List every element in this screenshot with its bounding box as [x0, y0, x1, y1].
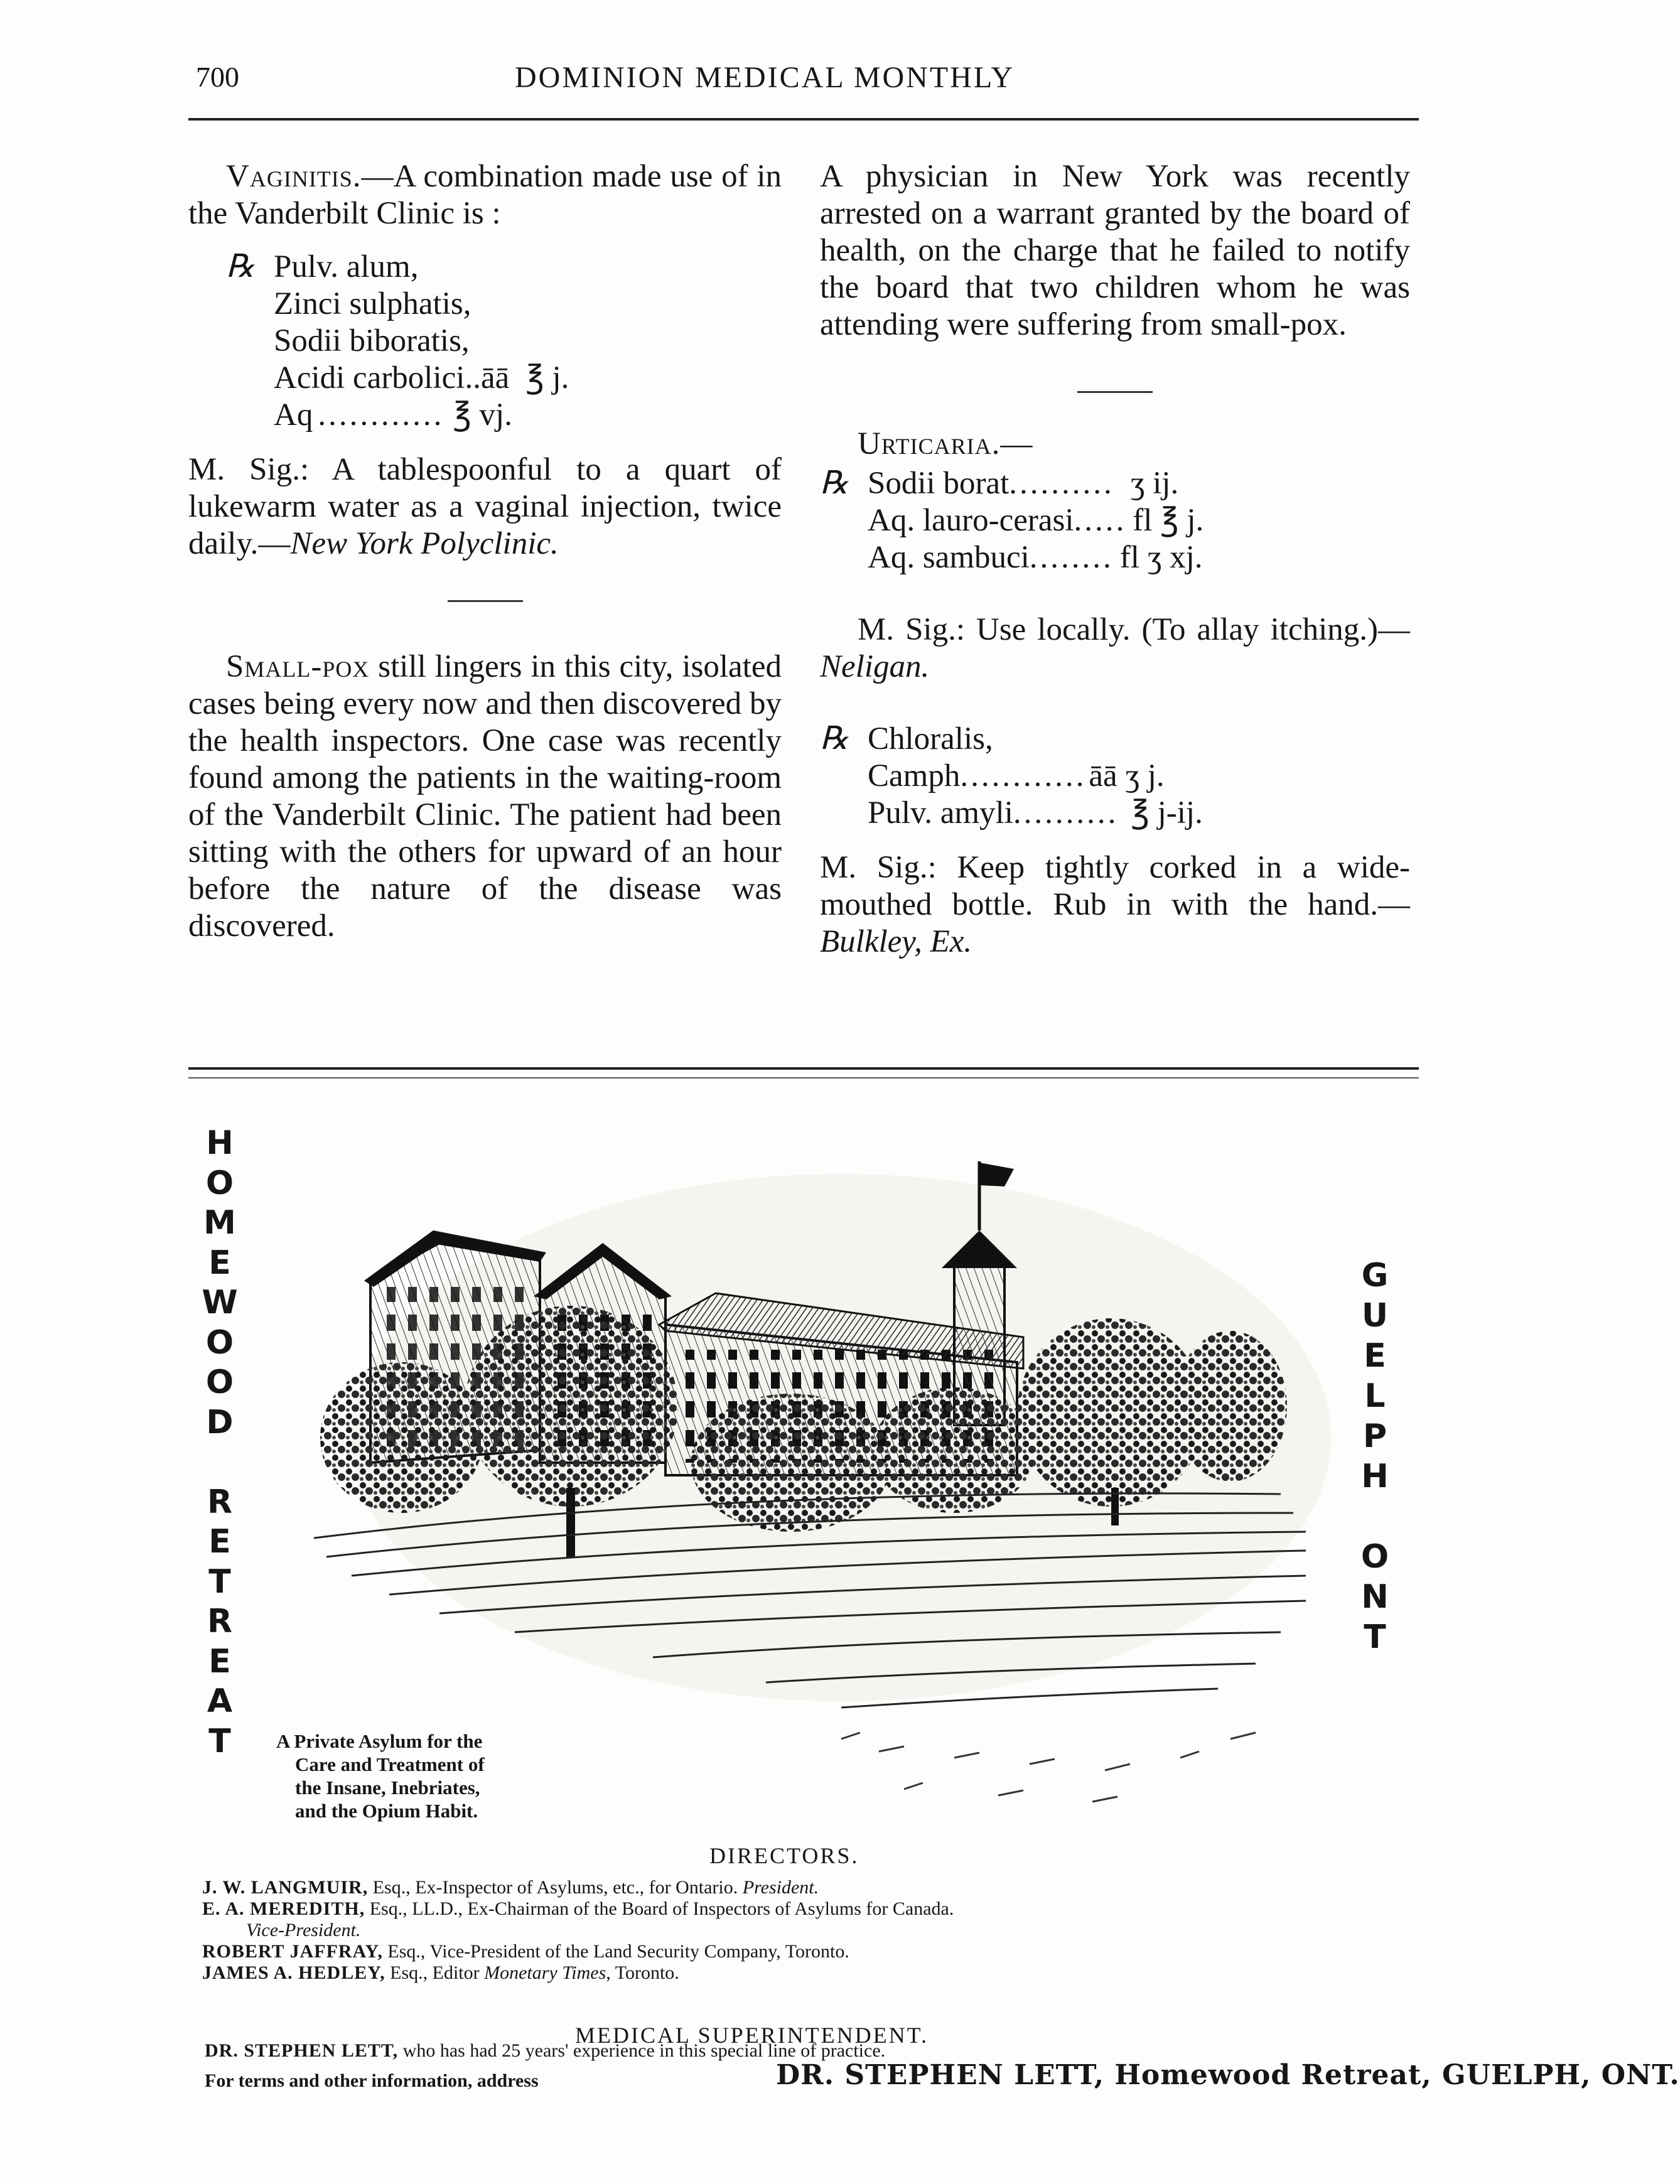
homewood-retreat-letter: O	[205, 1323, 234, 1362]
homewood-retreat-letter: O	[205, 1164, 234, 1202]
homewood-retreat-letter: E	[208, 1642, 231, 1681]
rx-line-2: Zinci sulphatis,	[274, 286, 471, 321]
urticaria-line-3: Aq. sambuci	[868, 540, 1030, 575]
homewood-retreat-letter: R	[207, 1483, 233, 1521]
guelph-ont-letter: E	[1364, 1337, 1386, 1375]
director-2-role: Vice-President.	[246, 1920, 361, 1940]
chloralis-sig: M. Sig.: Keep tightly corked in a wide-mouthed bottle. Rub in with the hand.—Bulkley, Ex.	[820, 850, 1410, 959]
homewood-retreat-letter	[201, 1443, 239, 1483]
left-column	[188, 158, 782, 945]
footer-address: DR. STEPHEN LETT, Homewood Retreat, GUELPH, ONT.	[776, 2059, 1680, 2091]
caption-line-3: the Insane, Inebriates,	[295, 1777, 480, 1799]
homewood-retreat-engraving	[276, 1136, 1337, 1827]
vaginitis-source: New York Polyclinic.	[290, 526, 559, 561]
rx-line-4: Acidi carbolici..āā	[274, 360, 510, 395]
homewood-retreat-vertical-title	[201, 1124, 239, 1762]
homewood-retreat-letter: D	[206, 1403, 234, 1441]
homewood-retreat-letter: O	[205, 1364, 234, 1401]
homewood-retreat-letter: M	[203, 1204, 236, 1242]
chloralis-line-3-dose: ℥ j-ij.	[1131, 795, 1203, 831]
guelph-ont-letter: H	[1361, 1458, 1389, 1495]
vaginitis-prescription	[226, 249, 782, 434]
vaginitis-heading: Vaginitis.	[226, 159, 362, 194]
page-number: 700	[196, 61, 239, 93]
director-4: JAMES A. HEDLEY, Esq., Editor Monetary Times, Toronto.	[202, 1962, 679, 1983]
footer-contact-text: For terms and other information, address	[205, 2070, 539, 2091]
vaginitis-paragraph	[188, 158, 782, 232]
director-3: ROBERT JAFFRAY, Esq., Vice-President of the Land Security Company, Toronto.	[202, 1941, 849, 1962]
guelph-ont-letter: N	[1361, 1578, 1389, 1616]
rx-symbol: ℞	[820, 721, 849, 756]
guelph-ont-letter: O	[1360, 1538, 1389, 1576]
urticaria-line-2-dose: fl ℥ j.	[1133, 503, 1204, 538]
urticaria-prescription: ℞ Sodii borat .......... ʒ ij. Aq. lauro-cerasi ..... fl ℥ j. Aq. sambuci ........ fl ʒ xj.	[820, 466, 1204, 575]
chloralis-line-3: Pulv. amyli	[868, 795, 1013, 831]
superintendent-heading: MEDICAL SUPERINTENDENT.	[575, 2023, 929, 2048]
chloralis-line-2-dose: āā ʒ j.	[1089, 758, 1165, 793]
director-1: J. W. LANGMUIR, Esq., Ex-Inspector of Asylums, etc., for Ontario. President.	[202, 1877, 819, 1898]
guelph-ont-vertical-title	[1356, 1256, 1394, 1657]
guelph-ont-letter: L	[1364, 1377, 1386, 1415]
running-title: DOMINION MEDICAL MONTHLY	[515, 61, 1015, 94]
guelph-ont-letter: P	[1362, 1417, 1387, 1455]
director-2: E. A. MEREDITH, Esq., LL.D., Ex-Chairman of the Board of Inspectors of Asylums for Canada.	[202, 1898, 954, 1919]
ad-caption	[276, 1729, 653, 1822]
rx-line-5-dose: ℥ vj.	[453, 397, 512, 433]
rx-line-5: Aq	[274, 397, 313, 433]
guelph-ont-letter	[1356, 1497, 1394, 1537]
separator-rule-thin	[188, 1077, 1419, 1079]
section-divider	[1077, 391, 1153, 393]
homewood-retreat-letter: A	[207, 1682, 233, 1720]
urticaria-line-1-dose: ʒ ij.	[1130, 466, 1179, 501]
caption-line-4: and the Opium Habit.	[295, 1800, 478, 1822]
smallpox-text: still lingers in this city, isolated cases being every now and then discovered by the health inspectors. One case was recently found among the patients in the waiting-room of the Vanderbilt Clinic. The patient had been sitting with the others for upward of an hour before the nature of the disease was discovered.	[188, 649, 782, 944]
header-rule	[188, 118, 1419, 121]
urticaria-line-2: Aq. lauro-cerasi	[868, 503, 1074, 538]
chloralis-line-1: Chloralis,	[868, 721, 993, 756]
separator-rule	[188, 1067, 1419, 1070]
chloralis-line-2: Camph	[868, 758, 961, 793]
urticaria-sig: M. Sig.: Use locally. (To allay itching.)—Neligan.	[820, 612, 1410, 684]
vaginitis-text: —A combination made use of in the Vanderbilt Clinic is :	[188, 159, 782, 231]
rx-line-5-dots: ............	[318, 397, 444, 433]
homewood-retreat-letter: R	[207, 1603, 233, 1640]
superintendent-line: DR. STEPHEN LETT, who has had 25 years' experience in this special line of practice.	[205, 2040, 886, 2061]
smallpox-paragraph	[188, 648, 782, 945]
homewood-retreat-letter: T	[208, 1563, 231, 1601]
guelph-ont-letter: U	[1361, 1297, 1389, 1335]
urticaria-line-1: Sodii borat	[868, 466, 1010, 501]
physician-paragraph: A physician in New York was recently arrested on a warrant granted by the board of health, on the charge that he failed to notify the board that two children whom he was attending were suffering from small-pox.	[820, 159, 1410, 342]
rx-line-1: Pulv. alum,	[274, 249, 419, 284]
caption-line-2: Care and Treatment of	[295, 1753, 485, 1775]
rx-symbol: ℞	[820, 466, 849, 501]
chloralis-source: Bulkley, Ex.	[820, 924, 972, 959]
homewood-retreat-letter: W	[202, 1284, 238, 1321]
homewood-retreat-letter: T	[208, 1722, 231, 1760]
chloralis-prescription: ℞ Chloralis, Camph ............ āā ʒ j. Pulv. amyli .......... ℥ j-ij.	[820, 721, 1203, 831]
homewood-retreat-letter: E	[208, 1244, 231, 1282]
right-column	[820, 158, 1410, 960]
guelph-ont-letter: G	[1361, 1257, 1389, 1294]
directors-heading: DIRECTORS.	[709, 1843, 859, 1868]
homewood-retreat-letter: E	[208, 1523, 231, 1561]
rx-symbol: ℞	[226, 249, 255, 284]
grass-marks	[841, 1733, 1256, 1802]
caption-line-1: A Private Asylum for the	[276, 1730, 483, 1752]
guelph-ont-letter: T	[1364, 1618, 1386, 1656]
homewood-retreat-letter: H	[206, 1124, 234, 1162]
urticaria-heading: Urticaria.—	[858, 426, 1033, 461]
rx-line-4-dose: ℥ j.	[525, 360, 569, 395]
smallpox-heading: Small-pox	[226, 649, 370, 684]
urticaria-source: Neligan.	[820, 649, 930, 684]
section-divider	[448, 600, 523, 602]
urticaria-line-3-dose: fl ʒ xj.	[1119, 540, 1203, 575]
rx-line-3: Sodii biboratis,	[274, 323, 470, 358]
vaginitis-sig: M. Sig.: A tablespoonful to a quart of lukewarm water as a vaginal injection, twice daily.—New York Polyclinic.	[188, 452, 782, 561]
